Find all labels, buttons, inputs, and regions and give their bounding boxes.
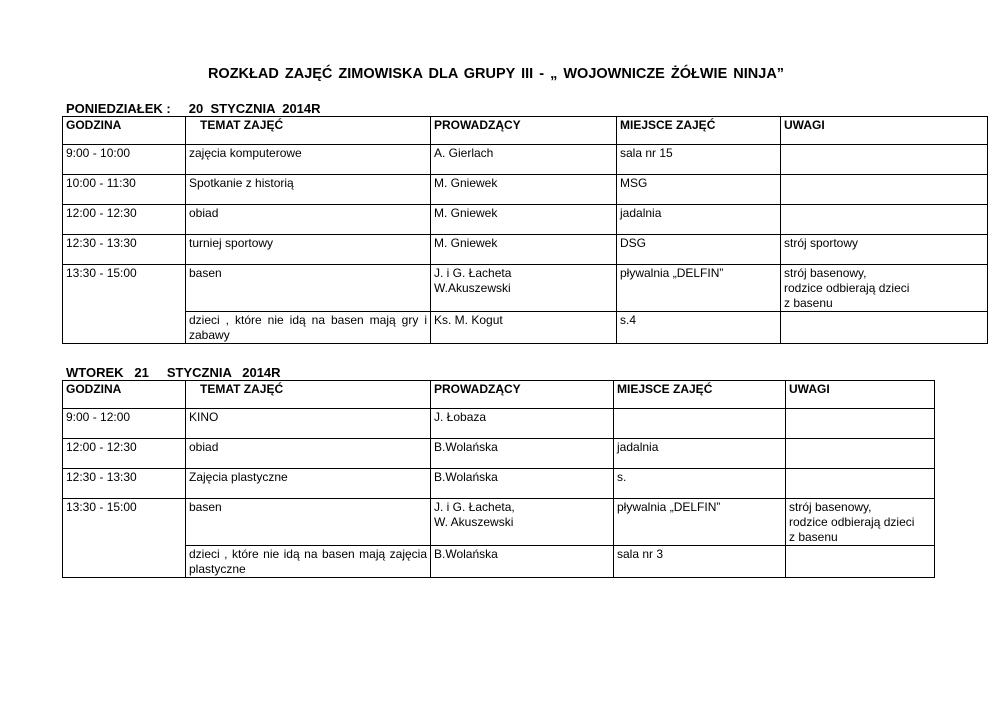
table-cell-notes (781, 145, 988, 175)
table-cell-notes (781, 205, 988, 235)
table-cell-topic: Spotkanie z historią (186, 175, 431, 205)
table-cell-leader: B.Wolańska (431, 469, 614, 499)
table-cell-leader: J. i G. Łacheta W.Akuszewski (431, 265, 617, 312)
schedule-table-monday (62, 116, 988, 344)
table-cell-notes (786, 439, 935, 469)
table-cell-topic: obiad (186, 205, 431, 235)
table-cell-time: 10:00 - 11:30 (63, 175, 186, 205)
table-cell-time: 13:30 - 15:00 (63, 265, 186, 344)
document-title: ROZKŁAD ZAJĘĆ ZIMOWISKA DLA GRUPY III - „ WOJOWNICZE ŻÓŁWIE NINJA” (207, 66, 785, 82)
table-cell-topic: turniej sportowy (186, 235, 431, 265)
table-cell-place: pływalnia „DELFIN” (614, 499, 786, 546)
table-cell-place: MSG (617, 175, 781, 205)
table-cell-time: 12:00 - 12:30 (63, 205, 186, 235)
column-header: UWAGI (781, 117, 988, 145)
column-header: TEMAT ZAJĘĆ (186, 381, 431, 409)
table-cell-place: sala nr 3 (614, 546, 786, 578)
table-cell-place: s.4 (617, 312, 781, 344)
table-cell-time: 13:30 - 15:00 (63, 499, 186, 578)
table-cell-notes: strój sportowy (781, 235, 988, 265)
table-header-row (63, 117, 988, 145)
table-cell-leader: A. Gierlach (431, 145, 617, 175)
table-row (63, 439, 935, 469)
table-cell-time: 12:30 - 13:30 (63, 469, 186, 499)
table-cell-place: pływalnia „DELFIN” (617, 265, 781, 312)
day-heading-monday: PONIEDZIAŁEK : 20 STYCZNIA 2014R (66, 101, 321, 116)
table-cell-topic: zajęcia komputerowe (186, 145, 431, 175)
table-row (63, 312, 988, 344)
day-heading-tuesday: WTOREK 21 STYCZNIA 2014R (66, 365, 281, 380)
table-row (63, 145, 988, 175)
table-cell-notes (781, 312, 988, 344)
column-header: MIEJSCE ZAJĘĆ (614, 381, 786, 409)
column-header: GODZINA (63, 117, 186, 145)
table-cell-place: DSG (617, 235, 781, 265)
table-header-row (63, 381, 935, 409)
column-header: MIEJSCE ZAJĘĆ (617, 117, 781, 145)
table-row (63, 469, 935, 499)
table-cell-topic: dzieci , które nie idą na basen mają gry i zabawy (186, 312, 431, 344)
table-cell-leader: J. Łobaza (431, 409, 614, 439)
table-row (63, 499, 935, 546)
table-cell-time: 9:00 - 12:00 (63, 409, 186, 439)
table-cell-place: sala nr 15 (617, 145, 781, 175)
table-cell-leader: B.Wolańska (431, 439, 614, 469)
column-header: GODZINA (63, 381, 186, 409)
table-cell-leader: Ks. M. Kogut (431, 312, 617, 344)
table-row (63, 205, 988, 235)
table-cell-leader: M. Gniewek (431, 175, 617, 205)
table-cell-notes: strój basenowy, rodzice odbierają dzieci z basenu (786, 499, 935, 546)
table-cell-place: s. (614, 469, 786, 499)
table-row (63, 265, 988, 312)
column-header: UWAGI (786, 381, 935, 409)
table-row (63, 235, 988, 265)
table-cell-leader: M. Gniewek (431, 235, 617, 265)
table-cell-topic: obiad (186, 439, 431, 469)
table-row (63, 409, 935, 439)
table-row (63, 175, 988, 205)
schedule-table-tuesday (62, 380, 935, 578)
table-cell-notes (786, 409, 935, 439)
table-row (63, 546, 935, 578)
table-cell-topic: basen (186, 265, 431, 312)
column-header: PROWADZĄCY (431, 381, 614, 409)
column-header: PROWADZĄCY (431, 117, 617, 145)
table-cell-topic: KINO (186, 409, 431, 439)
column-header: TEMAT ZAJĘĆ (186, 117, 431, 145)
table-cell-place: jadalnia (614, 439, 786, 469)
table-cell-place: jadalnia (617, 205, 781, 235)
table-cell-leader: B.Wolańska (431, 546, 614, 578)
table-cell-topic: Zajęcia plastyczne (186, 469, 431, 499)
table-cell-leader: M. Gniewek (431, 205, 617, 235)
table-cell-leader: J. i G. Łacheta, W. Akuszewski (431, 499, 614, 546)
table-cell-notes (786, 546, 935, 578)
table-cell-notes (786, 469, 935, 499)
table-cell-topic: basen (186, 499, 431, 546)
table-cell-time: 12:00 - 12:30 (63, 439, 186, 469)
table-cell-topic: dzieci , które nie idą na basen mają zajęcia plastyczne (186, 546, 431, 578)
table-cell-time: 9:00 - 10:00 (63, 145, 186, 175)
table-cell-notes (781, 175, 988, 205)
table-cell-place (614, 409, 786, 439)
table-cell-time: 12:30 - 13:30 (63, 235, 186, 265)
table-cell-notes: strój basenowy, rodzice odbierają dzieci z basenu (781, 265, 988, 312)
